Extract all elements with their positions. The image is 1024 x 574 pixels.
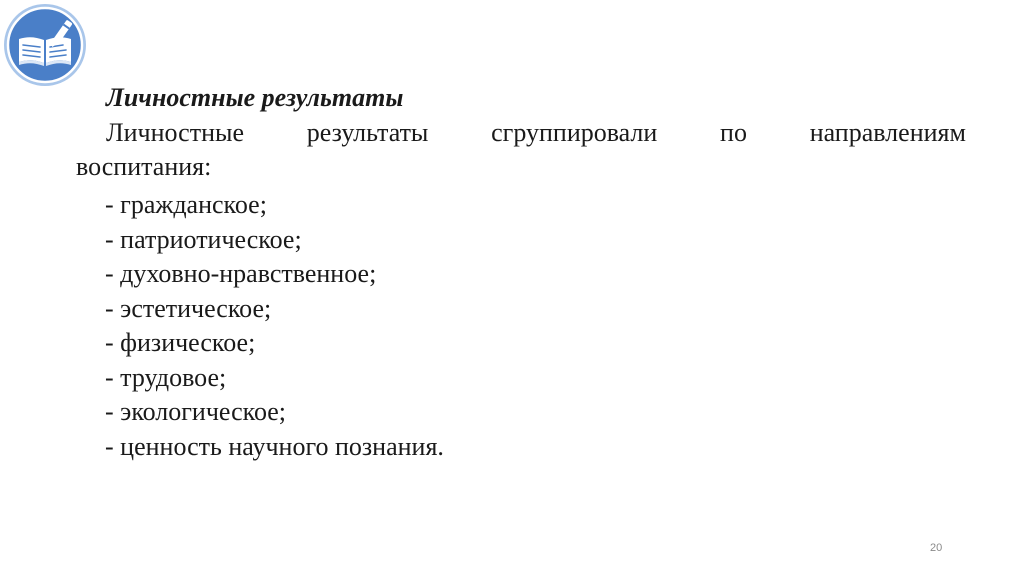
intro-line-1 [76, 116, 966, 150]
slide-heading: Личностные результаты [106, 83, 404, 112]
intro-word: Личностные [106, 118, 245, 147]
open-book-pen-icon [3, 3, 87, 87]
intro-word: направлениям [809, 118, 966, 147]
list-item: - патриотическое; [105, 224, 302, 254]
intro-word: по [720, 118, 747, 147]
intro-word: результаты [306, 118, 429, 147]
list-item: - эстетическое; [105, 293, 272, 323]
list-item: - физическое; [105, 328, 256, 357]
education-directions-list [105, 188, 444, 464]
list-item: - гражданское; [105, 190, 267, 219]
list-item: - экологическое; [105, 397, 287, 426]
intro-word: сгруппировали [491, 118, 658, 147]
list-item: - ценность научного познания. [105, 431, 444, 461]
intro-line-2: воспитания: [76, 152, 212, 181]
list-item: - трудовое; [105, 362, 227, 392]
list-item: - духовно-нравственное; [105, 259, 377, 288]
logo [3, 3, 87, 87]
intro-paragraph [76, 116, 966, 184]
page-number: 20 [930, 542, 943, 554]
